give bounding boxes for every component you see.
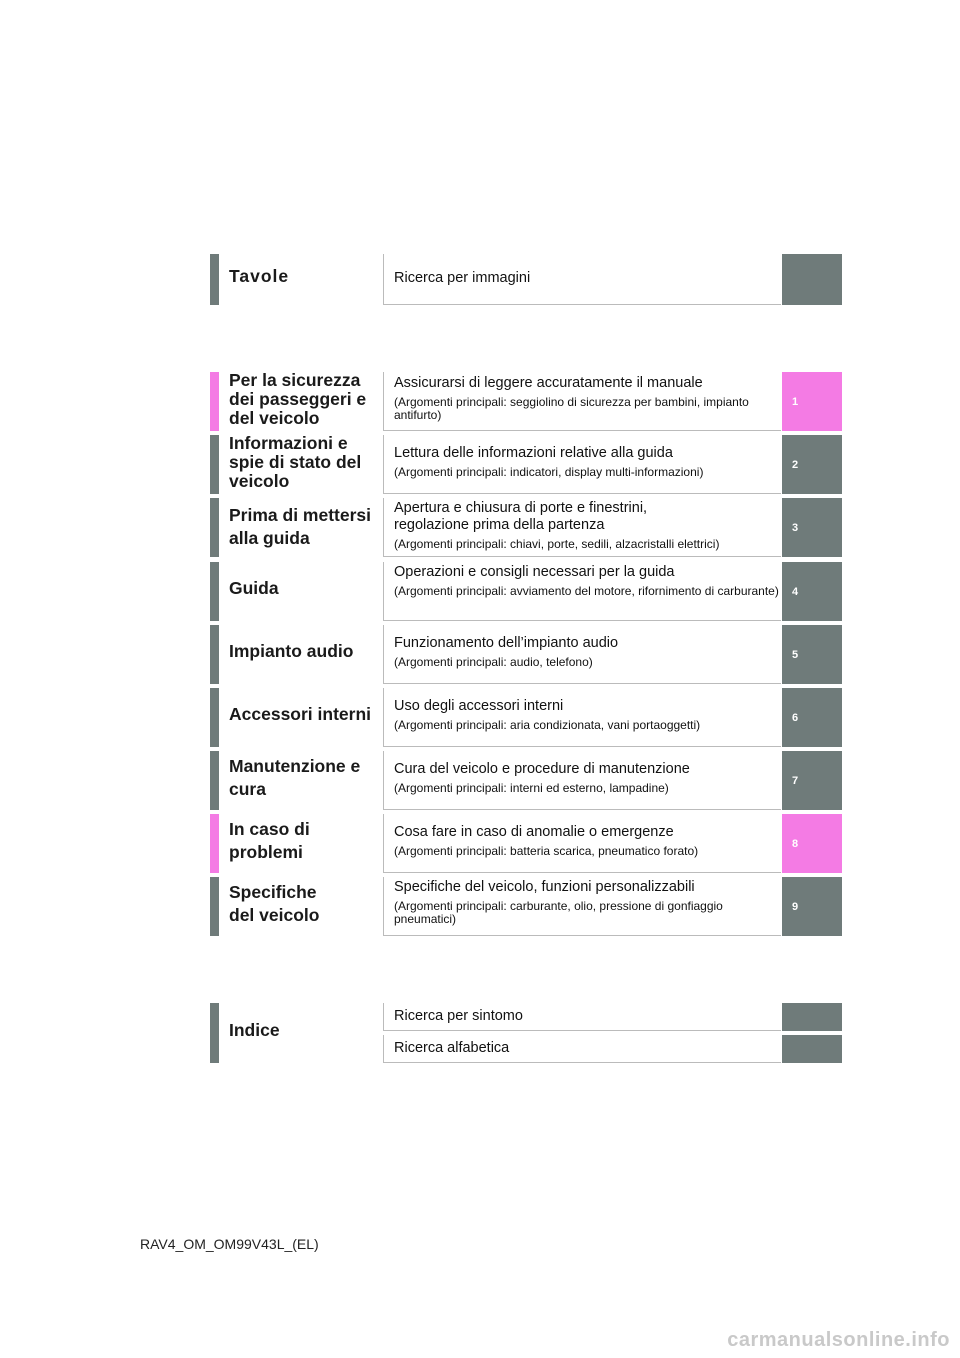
section-heading: Ricerca per immagini	[394, 270, 531, 286]
section-bar	[210, 814, 219, 873]
toc-row-1[interactable]	[210, 372, 842, 431]
toc-row-4[interactable]	[210, 562, 842, 621]
section-tab[interactable]	[782, 435, 842, 494]
section-bar	[210, 254, 219, 305]
section-description	[383, 498, 781, 557]
section-title: In caso di problemi	[229, 819, 310, 862]
section-bar	[210, 877, 219, 936]
section-title: Tavole	[229, 266, 290, 286]
section-title: Indice	[229, 1020, 280, 1040]
toc-row-9[interactable]	[210, 877, 842, 936]
section-tab[interactable]	[782, 372, 842, 431]
section-tab[interactable]	[782, 877, 842, 936]
section-number: 9	[792, 900, 799, 913]
section-number: 4	[792, 585, 799, 598]
section-title: Prima di mettersi alla guida	[229, 505, 371, 548]
section-tab[interactable]	[782, 688, 842, 747]
index-tab[interactable]	[782, 1035, 842, 1063]
section-heading: Operazioni e consigli necessari per la guida	[394, 564, 675, 580]
section-title: Specifiche del veicolo	[229, 882, 320, 925]
toc-row-5[interactable]	[210, 625, 842, 684]
section-title: Guida	[229, 578, 279, 598]
section-tab[interactable]	[782, 498, 842, 557]
section-title: Accessori interni	[229, 704, 371, 724]
section-tab[interactable]	[782, 814, 842, 873]
toc-row-8[interactable]	[210, 814, 842, 873]
section-bar	[210, 498, 219, 557]
index-item-sintomo[interactable]	[210, 1003, 842, 1031]
section-description	[383, 751, 781, 810]
section-heading: Specifiche del veicolo, funzioni personalizzabili	[394, 879, 695, 895]
section-description	[383, 435, 781, 494]
index-item-label: Ricerca per sintomo	[394, 1008, 523, 1024]
section-tab[interactable]	[782, 254, 842, 305]
toc-row-6[interactable]	[210, 688, 842, 747]
index-tab[interactable]	[782, 1003, 842, 1031]
section-description	[383, 625, 781, 684]
section-heading: Lettura delle informazioni relative alla guida	[394, 445, 673, 461]
section-tab[interactable]	[782, 625, 842, 684]
section-description	[383, 877, 781, 936]
section-number: 3	[792, 521, 799, 534]
toc-row-7[interactable]	[210, 751, 842, 810]
section-title: Per la sicurezza dei passeggeri e del veicolo	[229, 370, 367, 428]
index-item-label: Ricerca alfabetica	[394, 1040, 510, 1056]
section-title: Informazioni e spie di stato del veicolo	[229, 433, 362, 491]
section-heading: Apertura e chiusura di porte e finestrini, regolazione prima della partenza	[394, 500, 648, 533]
index-item	[383, 1035, 781, 1063]
index-item-alfabetica[interactable]	[210, 1035, 842, 1063]
section-tab[interactable]	[782, 751, 842, 810]
section-title: Manutenzione e cura	[229, 756, 361, 799]
section-number: 2	[792, 458, 799, 471]
section-tab[interactable]	[782, 562, 842, 621]
section-heading: Funzionamento dell’impianto audio	[394, 635, 619, 651]
section-heading: Assicurarsi di leggere accuratamente il manuale	[394, 375, 703, 391]
watermark: carmanualsonline.info	[727, 1329, 950, 1351]
section-topics: (Argomenti principali: indicatori, display multi-informazioni)	[394, 465, 704, 479]
document-code: RAV4_OM_OM99V43L_(EL)	[140, 1236, 319, 1252]
toc-row-tavole[interactable]	[210, 254, 842, 305]
section-bar	[210, 751, 219, 810]
section-description	[383, 688, 781, 747]
section-topics: (Argomenti principali: aria condizionata, vani portaoggetti)	[394, 718, 701, 732]
section-topics: (Argomenti principali: seggiolino di sicurezza per bambini, impianto antifurto)	[394, 395, 749, 422]
section-description	[383, 814, 781, 873]
section-bar	[210, 625, 219, 684]
section-description	[383, 562, 781, 621]
section-number: 6	[792, 711, 799, 724]
toc-row-2[interactable]	[210, 435, 842, 494]
section-number: 7	[792, 774, 799, 787]
section-description	[383, 254, 781, 305]
section-topics: (Argomenti principali: carburante, olio, pressione di gonfiaggio pneumatici)	[394, 899, 723, 926]
section-heading: Cura del veicolo e procedure di manutenzione	[394, 761, 690, 777]
section-bar	[210, 688, 219, 747]
section-topics: (Argomenti principali: chiavi, porte, sedili, alzacristalli elettrici)	[394, 537, 720, 551]
section-bar	[210, 372, 219, 431]
section-bar	[210, 562, 219, 621]
section-bar	[210, 435, 219, 494]
section-heading: Cosa fare in caso di anomalie o emergenze	[394, 824, 674, 840]
section-number: 5	[792, 648, 799, 661]
section-topics: (Argomenti principali: avviamento del motore, rifornimento di carburante)	[394, 584, 779, 598]
section-topics: (Argomenti principali: batteria scarica, pneumatico forato)	[394, 844, 699, 858]
section-topics: (Argomenti principali: audio, telefono)	[394, 655, 593, 669]
index-item	[383, 1003, 781, 1031]
section-topics: (Argomenti principali: interni ed esterno, lampadine)	[394, 781, 669, 795]
section-heading: Uso degli accessori interni	[394, 698, 564, 714]
section-title: Impianto audio	[229, 641, 354, 661]
section-number: 8	[792, 837, 799, 850]
section-number: 1	[792, 395, 799, 408]
section-description	[383, 372, 781, 431]
toc-row-3[interactable]	[210, 498, 842, 557]
